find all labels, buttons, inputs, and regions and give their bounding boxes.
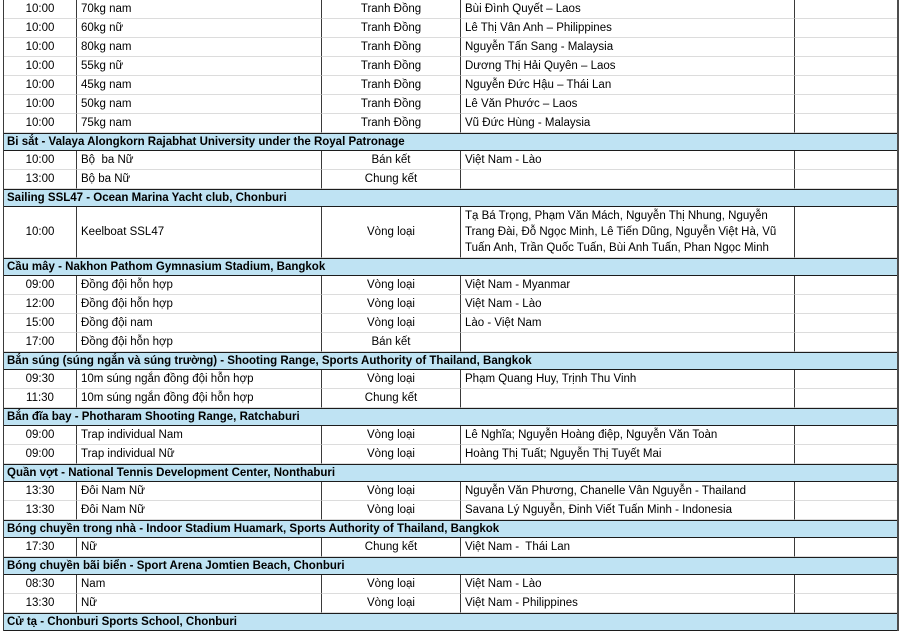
event-cell: 60kg nữ: [77, 19, 322, 38]
event-cell: 45kg nam: [77, 76, 322, 95]
event-cell: Trap individual Nữ: [77, 445, 322, 464]
round-cell: Tranh Đồng: [322, 76, 461, 95]
event-cell: 10m súng ngắn đồng đội hỗn hợp: [77, 389, 322, 408]
event-cell: Nam: [77, 575, 322, 594]
round-cell: Vòng loại: [322, 314, 461, 333]
time-cell: 09:00: [4, 426, 77, 445]
schedule-row: [4, 151, 897, 170]
round-cell: Vòng loại: [322, 426, 461, 445]
event-cell: 70kg nam: [77, 0, 322, 19]
notes-cell: [795, 170, 897, 189]
notes-cell: [795, 19, 897, 38]
schedule-row: [4, 501, 897, 520]
round-cell: Bán kết: [322, 151, 461, 170]
event-cell: Bộ ba Nữ: [77, 151, 322, 170]
round-cell: Bán kết: [322, 333, 461, 352]
notes-cell: [795, 501, 897, 520]
schedule-row: [4, 295, 897, 314]
participants-cell: Việt Nam - Philippines: [461, 594, 795, 613]
round-cell: Chung kết: [322, 389, 461, 408]
event-cell: 10m súng ngắn đồng đội hỗn hợp: [77, 370, 322, 389]
time-cell: 10:00: [4, 0, 77, 19]
notes-cell: [795, 426, 897, 445]
participants-cell: Việt Nam - Thái Lan: [461, 538, 795, 557]
event-cell: Đồng đội hỗn hợp: [77, 276, 322, 295]
time-cell: 10:00: [4, 151, 77, 170]
participants-cell: Vũ Đức Hùng - Malaysia: [461, 114, 795, 133]
participants-cell: Hoàng Thị Tuất; Nguyễn Thị Tuyết Mai: [461, 445, 795, 464]
event-cell: Đôi Nam Nữ: [77, 482, 322, 501]
schedule-row: [4, 389, 897, 408]
schedule-row: [4, 276, 897, 295]
notes-cell: [795, 389, 897, 408]
schedule-row: [4, 0, 897, 19]
section-header: Bắn đĩa bay - Photharam Shooting Range, Ratchaburi: [4, 408, 897, 426]
schedule-row: [4, 594, 897, 613]
participants-cell: Dương Thị Hải Quyên – Laos: [461, 57, 795, 76]
notes-cell: [795, 38, 897, 57]
schedule-row: [4, 95, 897, 114]
time-cell: 08:30: [4, 575, 77, 594]
schedule-row: [4, 445, 897, 464]
notes-cell: [795, 95, 897, 114]
participants-cell: Nguyễn Văn Phương, Chanelle Vân Nguyễn - Thailand: [461, 482, 795, 501]
participants-cell: Bùi Đình Quyết – Laos: [461, 0, 795, 19]
participants-cell: Tạ Bá Trọng, Phạm Văn Mách, Nguyễn Thị Nhung, Nguyễn Trang Đài, Đỗ Ngọc Minh, Lê Tiến Dũng, Nguyễn Việt Hà, Vũ Tuấn Anh, Trần Quốc Tuấn, Bùi Anh Tuấn, Phan Ngọc Minh: [461, 207, 795, 258]
schedule-row: [4, 314, 897, 333]
time-cell: 17:30: [4, 538, 77, 557]
event-cell: Trap individual Nam: [77, 426, 322, 445]
round-cell: Chung kết: [322, 170, 461, 189]
event-cell: 80kg nam: [77, 38, 322, 57]
round-cell: Tranh Đồng: [322, 38, 461, 57]
schedule-row: [4, 538, 897, 557]
schedule-row: [4, 575, 897, 594]
participants-cell: Việt Nam - Myanmar: [461, 276, 795, 295]
schedule-row: [4, 170, 897, 189]
participants-cell: Lê Nghĩa; Nguyễn Hoàng điệp, Nguyễn Văn Toàn: [461, 426, 795, 445]
notes-cell: [795, 370, 897, 389]
round-cell: Vòng loại: [322, 370, 461, 389]
participants-cell: Nguyễn Đức Hậu – Thái Lan: [461, 76, 795, 95]
notes-cell: [795, 76, 897, 95]
event-cell: Đồng đội nam: [77, 314, 322, 333]
time-cell: 13:30: [4, 482, 77, 501]
schedule-row: [4, 482, 897, 501]
schedule-row: [4, 76, 897, 95]
round-cell: Tranh Đồng: [322, 95, 461, 114]
section-header: Cầu mây - Nakhon Pathom Gymnasium Stadium, Bangkok: [4, 258, 897, 276]
time-cell: 13:00: [4, 170, 77, 189]
section-header: Quần vợt - National Tennis Development Center, Nonthaburi: [4, 464, 897, 482]
notes-cell: [795, 594, 897, 613]
participants-cell: Lê Văn Phước – Laos: [461, 95, 795, 114]
event-cell: 55kg nữ: [77, 57, 322, 76]
schedule-row: [4, 207, 897, 258]
participants-cell: Lào - Việt Nam: [461, 314, 795, 333]
event-cell: Keelboat SSL47: [77, 207, 322, 258]
notes-cell: [795, 276, 897, 295]
participants-cell: Lê Thị Vân Anh – Philippines: [461, 19, 795, 38]
event-cell: Đôi Nam Nữ: [77, 501, 322, 520]
round-cell: Tranh Đồng: [322, 0, 461, 19]
notes-cell: [795, 445, 897, 464]
time-cell: 11:30: [4, 389, 77, 408]
notes-cell: [795, 57, 897, 76]
section-header: Bi sắt - Valaya Alongkorn Rajabhat University under the Royal Patronage: [4, 133, 897, 151]
notes-cell: [795, 114, 897, 133]
event-cell: Nữ: [77, 594, 322, 613]
time-cell: 09:00: [4, 276, 77, 295]
schedule-row: [4, 333, 897, 352]
round-cell: Vòng loại: [322, 594, 461, 613]
schedule-row: [4, 19, 897, 38]
time-cell: 13:30: [4, 501, 77, 520]
notes-cell: [795, 0, 897, 19]
participants-cell: Savana Lý Nguyễn, Đinh Viết Tuấn Minh - Indonesia: [461, 501, 795, 520]
time-cell: 10:00: [4, 38, 77, 57]
time-cell: 12:00: [4, 295, 77, 314]
participants-cell: Việt Nam - Lào: [461, 151, 795, 170]
time-cell: 10:00: [4, 207, 77, 258]
event-cell: Nữ: [77, 538, 322, 557]
event-cell: 50kg nam: [77, 95, 322, 114]
section-header: Sailing SSL47 - Ocean Marina Yacht club, Chonburi: [4, 189, 897, 207]
participants-cell: Nguyễn Tấn Sang - Malaysia: [461, 38, 795, 57]
time-cell: 13:30: [4, 594, 77, 613]
event-cell: Bộ ba Nữ: [77, 170, 322, 189]
time-cell: 10:00: [4, 114, 77, 133]
participants-cell: Việt Nam - Lào: [461, 295, 795, 314]
schedule-table: [3, 0, 899, 631]
participants-cell: Việt Nam - Lào: [461, 575, 795, 594]
round-cell: Vòng loại: [322, 501, 461, 520]
event-cell: Đồng đội hỗn hợp: [77, 333, 322, 352]
time-cell: 10:00: [4, 95, 77, 114]
event-cell: Đồng đội hỗn hợp: [77, 295, 322, 314]
section-header: Bóng chuyền bãi biển - Sport Arena Jomtien Beach, Chonburi: [4, 557, 897, 575]
notes-cell: [795, 151, 897, 170]
notes-cell: [795, 295, 897, 314]
section-header: Cử tạ - Chonburi Sports School, Chonburi: [4, 613, 897, 631]
notes-cell: [795, 482, 897, 501]
round-cell: Tranh Đồng: [322, 114, 461, 133]
notes-cell: [795, 314, 897, 333]
round-cell: Vòng loại: [322, 482, 461, 501]
time-cell: 10:00: [4, 76, 77, 95]
round-cell: Vòng loại: [322, 575, 461, 594]
schedule-row: [4, 57, 897, 76]
time-cell: 15:00: [4, 314, 77, 333]
round-cell: Chung kết: [322, 538, 461, 557]
participants-cell: [461, 333, 795, 352]
schedule-row: [4, 38, 897, 57]
time-cell: 10:00: [4, 57, 77, 76]
section-header: Bắn súng (súng ngắn và súng trường) - Shooting Range, Sports Authority of Thailand, Bangkok: [4, 352, 897, 370]
round-cell: Tranh Đồng: [322, 57, 461, 76]
round-cell: Vòng loại: [322, 445, 461, 464]
round-cell: Vòng loại: [322, 276, 461, 295]
schedule-row: [4, 426, 897, 445]
time-cell: 09:00: [4, 445, 77, 464]
round-cell: Tranh Đồng: [322, 19, 461, 38]
participants-cell: [461, 389, 795, 408]
round-cell: Vòng loại: [322, 207, 461, 258]
section-header: Bóng chuyền trong nhà - Indoor Stadium Huamark, Sports Authority of Thailand, Bangkok: [4, 520, 897, 538]
round-cell: Vòng loại: [322, 295, 461, 314]
schedule-row: [4, 114, 897, 133]
notes-cell: [795, 538, 897, 557]
notes-cell: [795, 333, 897, 352]
time-cell: 10:00: [4, 19, 77, 38]
schedule-row: [4, 370, 897, 389]
time-cell: 17:00: [4, 333, 77, 352]
participants-cell: Phạm Quang Huy, Trịnh Thu Vinh: [461, 370, 795, 389]
notes-cell: [795, 575, 897, 594]
event-cell: 75kg nam: [77, 114, 322, 133]
notes-cell: [795, 207, 897, 258]
time-cell: 09:30: [4, 370, 77, 389]
participants-cell: [461, 170, 795, 189]
